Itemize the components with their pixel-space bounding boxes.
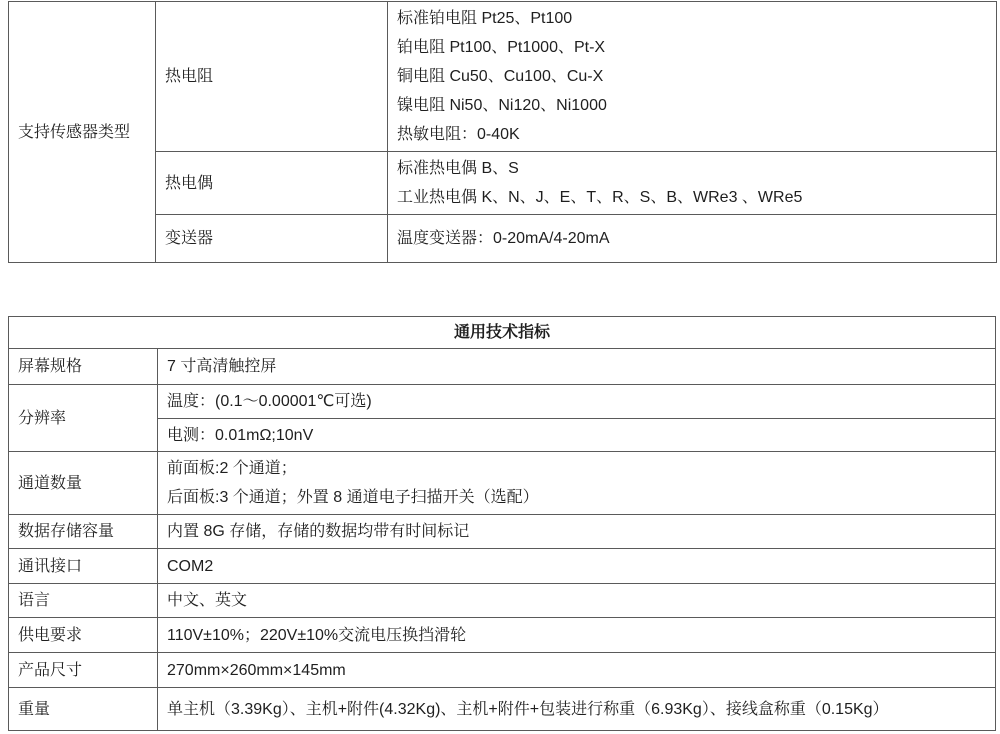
row-value-resolution-electrical: 电测：0.01mΩ;10nV <box>158 419 996 452</box>
table-row <box>9 584 996 618</box>
channels-line-front: 前面板:2 个通道； <box>167 460 297 477</box>
table-row <box>9 215 997 263</box>
sensor-group-rtd-values <box>388 2 997 152</box>
row-value-screen: 7 寸高清触控屏 <box>158 349 996 385</box>
table-row <box>9 549 996 584</box>
row-label-channels: 通道数量 <box>9 452 158 515</box>
sensor-group-transmitter-label: 变送器 <box>156 215 388 263</box>
row-label-storage: 数据存储容量 <box>9 515 158 549</box>
row-value-resolution-temperature: 温度：(0.1～0.00001℃可选) <box>158 385 996 419</box>
table-row <box>9 419 996 452</box>
sensor-value-line: 工业热电偶 K、N、J、E、T、R、S、B、WRe3 、WRe5 <box>397 189 803 206</box>
sensor-group-transmitter-values <box>388 215 997 263</box>
sensor-group-thermocouple-values <box>388 152 997 215</box>
sensor-types-row-label: 支持传感器类型 <box>9 2 156 263</box>
channels-line-rear: 后面板:3 个通道；外置 8 通道电子扫描开关（选配） <box>167 489 539 506</box>
row-label-screen: 屏幕规格 <box>9 349 158 385</box>
row-value-language: 中文、英文 <box>158 584 996 618</box>
sensor-value-line: 热敏电阻：0-40K <box>397 126 520 143</box>
row-label-language: 语言 <box>9 584 158 618</box>
table-row <box>9 152 997 215</box>
sensor-group-rtd-label: 热电阻 <box>156 2 388 152</box>
row-label-comm-port: 通讯接口 <box>9 549 158 584</box>
sensor-types-table <box>8 1 997 263</box>
sensor-value-line: 镍电阻 Ni50、Ni120、Ni1000 <box>397 97 607 114</box>
table-row <box>9 349 996 385</box>
sensor-value-line: 温度变送器：0-20mA/4-20mA <box>397 230 610 247</box>
row-value-weight: 单主机（3.39Kg）、主机+附件(4.32Kg)、主机+附件+包装进行称重（6.93Kg）、接线盒称重（0.15Kg） <box>158 688 996 731</box>
row-label-weight: 重量 <box>9 688 158 731</box>
table-row <box>9 515 996 549</box>
general-specs-table <box>8 316 996 731</box>
sensor-value-line: 标准铂电阻 Pt25、Pt100 <box>397 10 573 27</box>
table-title: 通用技术指标 <box>9 317 996 349</box>
sensor-group-thermocouple-label: 热电偶 <box>156 152 388 215</box>
row-value-channels <box>158 452 996 515</box>
table-row <box>9 618 996 653</box>
table-row <box>9 385 996 419</box>
sensor-value-line: 铜电阻 Cu50、Cu100、Cu-X <box>397 68 604 85</box>
row-label-dimensions: 产品尺寸 <box>9 653 158 688</box>
row-label-power: 供电要求 <box>9 618 158 653</box>
row-value-comm-port: COM2 <box>158 549 996 584</box>
table-row <box>9 653 996 688</box>
row-label-resolution: 分辨率 <box>9 385 158 452</box>
table-header-row <box>9 317 996 349</box>
table-row <box>9 2 997 152</box>
row-value-storage: 内置 8G 存储，存储的数据均带有时间标记 <box>158 515 996 549</box>
table-row <box>9 452 996 515</box>
sensor-value-line: 标准热电偶 B、S <box>397 160 519 177</box>
table-row <box>9 688 996 731</box>
row-value-power: 110V±10%；220V±10%交流电压换挡滑轮 <box>158 618 996 653</box>
row-value-dimensions: 270mm×260mm×145mm <box>158 653 996 688</box>
sensor-value-line: 铂电阻 Pt100、Pt1000、Pt-X <box>397 39 606 56</box>
